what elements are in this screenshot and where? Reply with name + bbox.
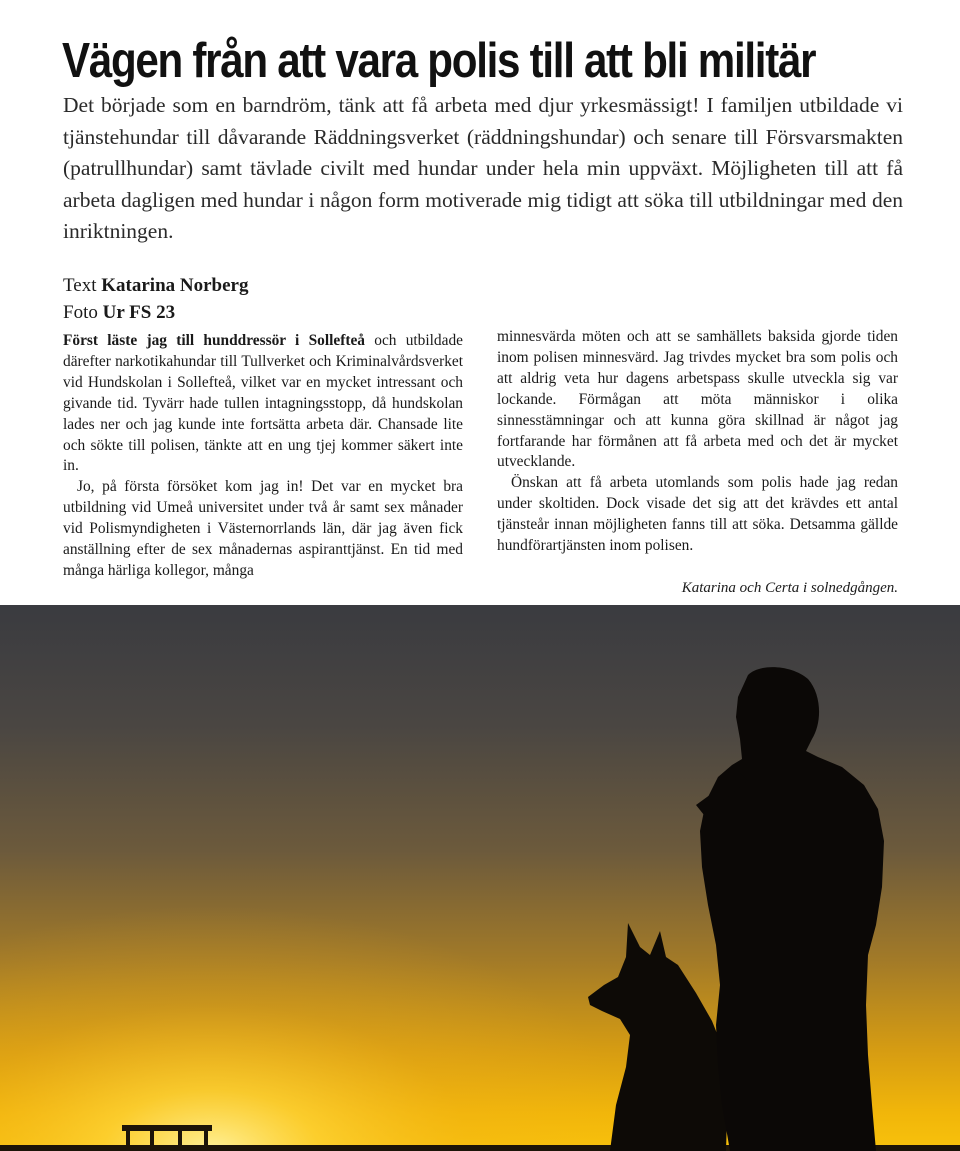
photo-credit-author: Ur FS 23 (102, 302, 176, 323)
paragraph-lead: Först läste jag till hunddressör i Sollefteå (63, 332, 365, 349)
sunset-silhouette-photo (0, 605, 960, 1151)
body-paragraph: Önskan att få arbeta utomlands som polis hade jag redan under skoltiden. Dock visade det sig att det krävdes ett antal tjänsteår innan möjligheten fanns till att söka. Detsamma gällde hundförartjänsten inom polisen. (497, 474, 898, 555)
article-ingress: Det började som en barndröm, tänk att få arbeta med djur yrkesmässigt! I familjen utbildade vi tjänstehundar till dåvarande Räddningsverket (räddningshundar) och senare till Försvarsmakten (patrullhundar) samt tävlade civilt med hundar under hela min uppväxt. Möjligheten till att få arbeta dagligen med hundar i någon form motiverade mig tidigt att söka till utbildningar med den inriktningen. (63, 93, 903, 243)
body-paragraph: minnesvärda möten och att se samhällets baksida gjorde tiden inom polisen minnesvärd. Jag trivdes mycket bra som polis och att aldrig veta hur dagens arbetspass skulle utveckla sig var lockande. Förmågan att möta människor i olika sinnesstämningar och att kunna göra skillnad är något jag fortfarande har förmånen att få arbeta med och det är mycket utvecklande. (497, 328, 898, 471)
paragraph-text: och utbildade därefter narkotikahundar till Tullverket och Kriminalvårdsverket vid Hundskolan i Sollefteå, vilket var en mycket intressant och givande tid. Tyvärr hade tullen intagningsstopp, då hundskolan lades ner och jag kunde inte fortsätta arbeta där. Chansade lite och sökte till polisen, tänkte att en ung tjej kommer säkert inte in. (63, 332, 463, 475)
body-column-right (497, 327, 898, 557)
photo-credit (63, 299, 248, 326)
article-credits (63, 272, 248, 326)
photo-credit-label: Foto (63, 302, 98, 323)
text-credit-label: Text (63, 275, 97, 296)
body-column-left (63, 331, 463, 582)
photo-caption: Katarina och Certa i solnedgången. (681, 580, 898, 596)
body-paragraph: Jo, på första försöket kom jag in! Det var en mycket bra utbildning vid Umeå universitet under två år samt sex månader vid Polismyndigheten i Västernorrlands län, där jag även fick anställning efter de sex månadernas aspiranttjänst. En tid med många härliga kollegor, många (63, 478, 463, 579)
body-paragraph (63, 331, 463, 477)
text-credit (63, 272, 248, 299)
article-title: Vägen från att vara polis till att bli militär (62, 33, 816, 88)
text-credit-author: Katarina Norberg (101, 275, 249, 296)
